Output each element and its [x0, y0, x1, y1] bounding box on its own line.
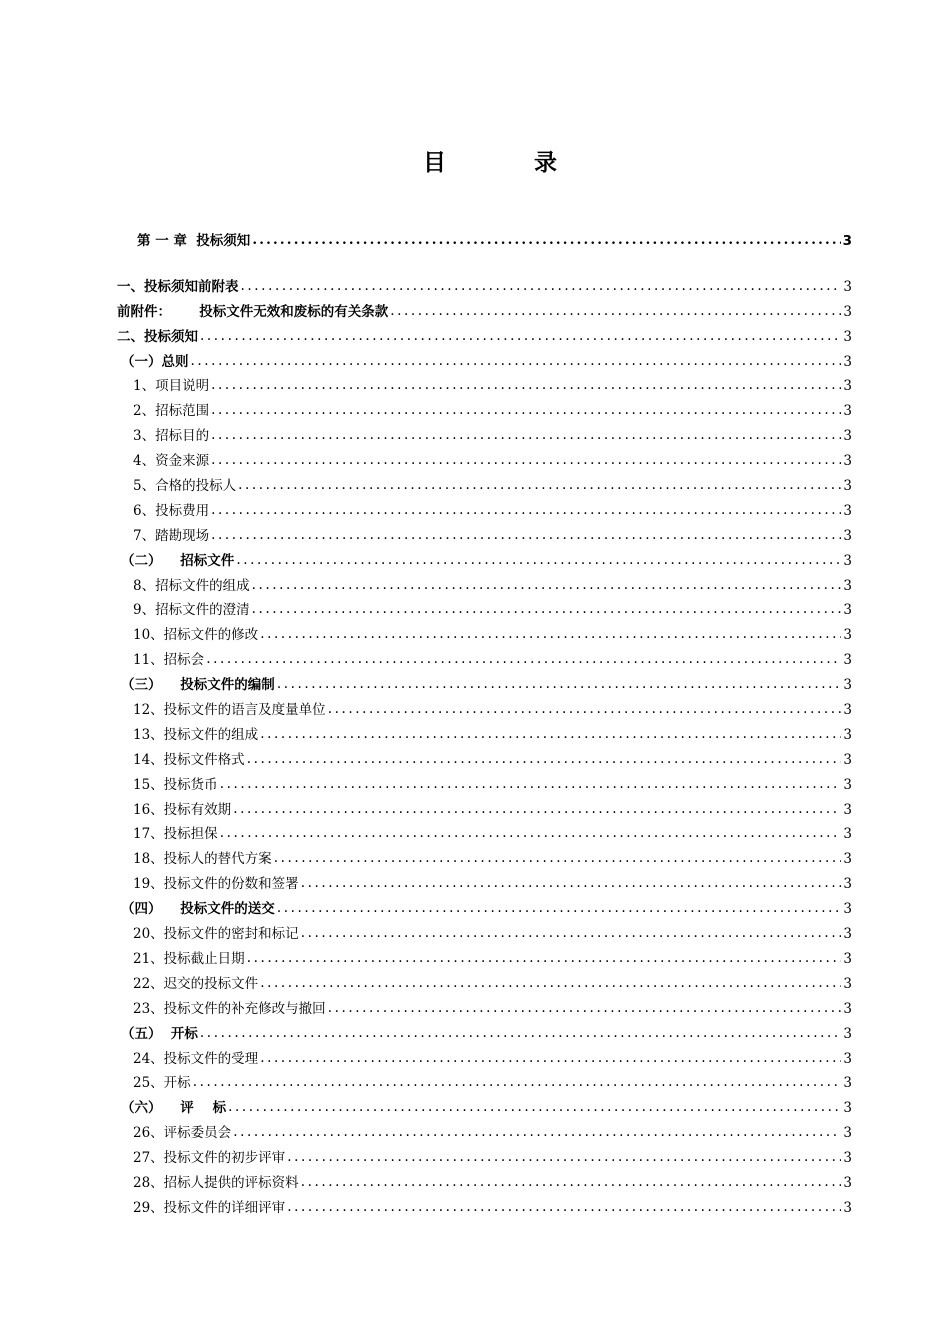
- toc-entry-label: 16、投标有效期: [133, 801, 232, 818]
- toc-page-number: 3: [843, 776, 852, 793]
- toc-entry[interactable]: [117, 769, 852, 794]
- toc-page-number: 3: [843, 950, 852, 967]
- toc-entry[interactable]: [117, 819, 852, 844]
- toc-title: 目 录: [422, 150, 581, 176]
- toc-page-number: 3: [843, 901, 852, 918]
- toc-page-number: 3: [843, 677, 852, 694]
- toc-entry[interactable]: [117, 226, 852, 250]
- toc-page-number: 3: [843, 1150, 852, 1167]
- toc-entry[interactable]: [117, 545, 852, 570]
- toc-page-number: 3: [843, 378, 852, 395]
- toc-entry-label: 29、投标文件的详细评审: [133, 1199, 286, 1216]
- toc-page-number: 3: [843, 453, 852, 470]
- toc-dot-leader: [211, 427, 841, 444]
- toc-page-number: 3: [843, 1174, 852, 1191]
- toc-page-number: 3: [843, 278, 852, 295]
- toc-dot-leader: [233, 1124, 841, 1141]
- toc-dot-leader: [220, 825, 842, 842]
- toc-page-number: 3: [843, 1199, 852, 1216]
- toc-page-number: 3: [843, 1125, 852, 1142]
- table-of-contents: [117, 226, 852, 1217]
- toc-entry[interactable]: [117, 719, 852, 744]
- toc-entry-label: 25、开标: [133, 1075, 191, 1092]
- toc-entry[interactable]: [117, 1018, 852, 1043]
- toc-dot-leader: [277, 900, 842, 917]
- toc-entry-label: 12、投标文件的语言及度量单位: [133, 702, 326, 719]
- toc-dot-leader: [200, 328, 841, 345]
- toc-entry[interactable]: [117, 968, 852, 993]
- toc-entry[interactable]: [117, 1068, 852, 1093]
- toc-dot-leader: [236, 552, 841, 569]
- toc-entry-label: 20、投标文件的密封和标记: [133, 926, 299, 943]
- toc-entry-label: 21、投标截止日期: [133, 950, 245, 967]
- toc-dot-leader: [390, 303, 841, 320]
- toc-entry-label: 7、踏勘现场: [133, 527, 210, 544]
- toc-dot-leader: [328, 1000, 842, 1017]
- toc-entry-label: 27、投标文件的初步评审: [133, 1150, 286, 1167]
- toc-entry-label: 19、投标文件的份数和签署: [133, 876, 299, 893]
- toc-page-number: 3: [843, 1050, 852, 1067]
- toc-dot-leader: [260, 726, 841, 743]
- toc-entry[interactable]: [117, 595, 852, 620]
- toc-dot-leader: [260, 1050, 841, 1067]
- toc-entry-label: 14、投标文件格式: [133, 751, 245, 768]
- toc-entry[interactable]: [117, 570, 852, 595]
- toc-page-number: 3: [843, 552, 852, 569]
- toc-entry-label: 3、招标目的: [133, 428, 210, 445]
- toc-dot-leader: [328, 701, 842, 718]
- toc-entry[interactable]: [117, 445, 852, 470]
- toc-entry-label: 18、投标人的替代方案: [133, 851, 272, 868]
- toc-page-number: 3: [843, 876, 852, 893]
- toc-entry[interactable]: [117, 1142, 852, 1167]
- toc-entry[interactable]: [117, 1117, 852, 1142]
- toc-entry-label: 二、投标须知: [117, 328, 198, 345]
- toc-dot-leader: [277, 676, 842, 693]
- toc-dot-leader: [247, 950, 842, 967]
- toc-page-number: 3: [843, 527, 852, 544]
- toc-entry-label: 第 一 章 投标须知: [137, 233, 251, 249]
- toc-entry[interactable]: [117, 744, 852, 769]
- toc-page-number: 3: [843, 1100, 852, 1117]
- toc-entry[interactable]: [117, 1043, 852, 1068]
- toc-entry-label: 15、投标货币: [133, 776, 218, 793]
- toc-page-number: 3: [843, 826, 852, 843]
- toc-entry[interactable]: [117, 1092, 852, 1117]
- toc-dot-leader: [247, 751, 842, 768]
- toc-entry-label: 13、投标文件的组成: [133, 726, 259, 743]
- toc-entry-label: （二） 招标文件: [121, 552, 235, 569]
- toc-page-number: 3: [843, 801, 852, 818]
- toc-page-number: 3: [843, 627, 852, 644]
- toc-dot-leader: [301, 925, 842, 942]
- toc-entry[interactable]: [117, 346, 852, 371]
- toc-page-number: 3: [843, 328, 852, 345]
- toc-page-number: 3: [843, 1000, 852, 1017]
- toc-dot-leader: [191, 353, 842, 370]
- toc-entry[interactable]: [117, 1167, 852, 1192]
- toc-dot-leader: [287, 1199, 841, 1216]
- toc-page-number: 3: [842, 233, 852, 249]
- toc-page-number: 3: [843, 303, 852, 320]
- toc-entry[interactable]: [117, 993, 852, 1018]
- toc-entry-label: 26、评标委员会: [133, 1125, 232, 1142]
- toc-entry-label: 28、招标人提供的评标资料: [133, 1174, 299, 1191]
- toc-entry[interactable]: [117, 918, 852, 943]
- toc-page-number: 3: [843, 652, 852, 669]
- toc-page-number: 3: [843, 602, 852, 619]
- toc-entry-label: （一）总则: [121, 353, 189, 370]
- toc-entry-label: 4、资金来源: [133, 453, 210, 470]
- toc-entry-label: 24、投标文件的受理: [133, 1050, 259, 1067]
- toc-dot-leader: [260, 626, 841, 643]
- toc-entry-label: 23、投标文件的补充修改与撤回: [133, 1000, 326, 1017]
- toc-entry-label: 17、投标担保: [133, 826, 218, 843]
- toc-dot-leader: [228, 1099, 841, 1116]
- toc-page-number: 3: [843, 702, 852, 719]
- toc-page-number: 3: [843, 751, 852, 768]
- toc-dot-leader: [238, 477, 841, 494]
- toc-page-number: 3: [843, 975, 852, 992]
- toc-entry[interactable]: [117, 893, 852, 918]
- toc-entry[interactable]: [117, 371, 852, 396]
- toc-entry[interactable]: [117, 943, 852, 968]
- toc-entry[interactable]: [117, 495, 852, 520]
- toc-dot-leader: [220, 776, 842, 793]
- toc-entry[interactable]: [117, 420, 852, 445]
- toc-dot-leader: [301, 875, 842, 892]
- toc-dot-leader: [260, 975, 841, 992]
- toc-entry-label: （三） 投标文件的编制: [121, 677, 275, 694]
- toc-dot-leader: [252, 232, 840, 249]
- toc-page-number: 3: [843, 926, 852, 943]
- toc-entry[interactable]: [117, 644, 852, 669]
- toc-dot-leader: [211, 452, 841, 469]
- toc-page-number: 3: [843, 577, 852, 594]
- toc-entry-label: 一、投标须知前附表: [117, 278, 239, 295]
- toc-page-number: 3: [843, 428, 852, 445]
- toc-dot-leader: [252, 577, 842, 594]
- toc-entry[interactable]: [117, 321, 852, 346]
- toc-dot-leader: [193, 1074, 842, 1091]
- toc-entry[interactable]: [117, 694, 852, 719]
- toc-entry[interactable]: [117, 395, 852, 420]
- toc-dot-leader: [211, 402, 841, 419]
- toc-dot-leader: [274, 850, 842, 867]
- toc-entry-label: （四） 投标文件的送交: [121, 901, 275, 918]
- toc-entry-label: 1、项目说明: [133, 378, 210, 395]
- toc-page-number: 3: [843, 403, 852, 420]
- toc-entry[interactable]: [117, 271, 852, 296]
- toc-entry-label: 6、投标费用: [133, 502, 210, 519]
- toc-entry[interactable]: [117, 1192, 852, 1217]
- toc-entry-label: 5、合格的投标人: [133, 478, 237, 495]
- toc-entry[interactable]: [117, 470, 852, 495]
- toc-entry[interactable]: [117, 669, 852, 694]
- toc-entry-label: 8、招标文件的组成: [133, 577, 250, 594]
- toc-page-number: 3: [843, 502, 852, 519]
- toc-dot-leader: [211, 502, 841, 519]
- toc-entry-label: 2、招标范围: [133, 403, 210, 420]
- toc-entry[interactable]: [117, 520, 852, 545]
- toc-entry-label: 10、招标文件的修改: [133, 627, 259, 644]
- toc-page-number: 3: [843, 1075, 852, 1092]
- toc-dot-leader: [211, 377, 841, 394]
- toc-entry-label: 前附件： 投标文件无效和废标的有关条款: [117, 303, 389, 320]
- toc-entry-label: （六） 评 标: [121, 1100, 227, 1117]
- toc-dot-leader: [233, 801, 841, 818]
- toc-dot-leader: [301, 1174, 842, 1191]
- toc-page-number: 3: [843, 478, 852, 495]
- toc-entry[interactable]: [117, 868, 852, 893]
- toc-entry[interactable]: [117, 296, 852, 321]
- toc-dot-leader: [252, 601, 842, 618]
- toc-page-number: 3: [843, 851, 852, 868]
- toc-entry[interactable]: [117, 843, 852, 868]
- toc-dot-leader: [241, 278, 842, 295]
- toc-entry-label: 9、招标文件的澄清: [133, 602, 250, 619]
- toc-dot-leader: [206, 651, 841, 668]
- toc-entry[interactable]: [117, 619, 852, 644]
- toc-page-number: 3: [843, 353, 852, 370]
- toc-entry-label: （五） 开标: [121, 1025, 198, 1042]
- toc-dot-leader: [200, 1025, 842, 1042]
- toc-entry-label: 22、迟交的投标文件: [133, 975, 259, 992]
- toc-dot-leader: [287, 1149, 841, 1166]
- toc-entry-label: 11、招标会: [133, 652, 205, 669]
- toc-entry[interactable]: [117, 794, 852, 819]
- toc-page-number: 3: [843, 726, 852, 743]
- toc-dot-leader: [211, 527, 841, 544]
- toc-page-number: 3: [843, 1025, 852, 1042]
